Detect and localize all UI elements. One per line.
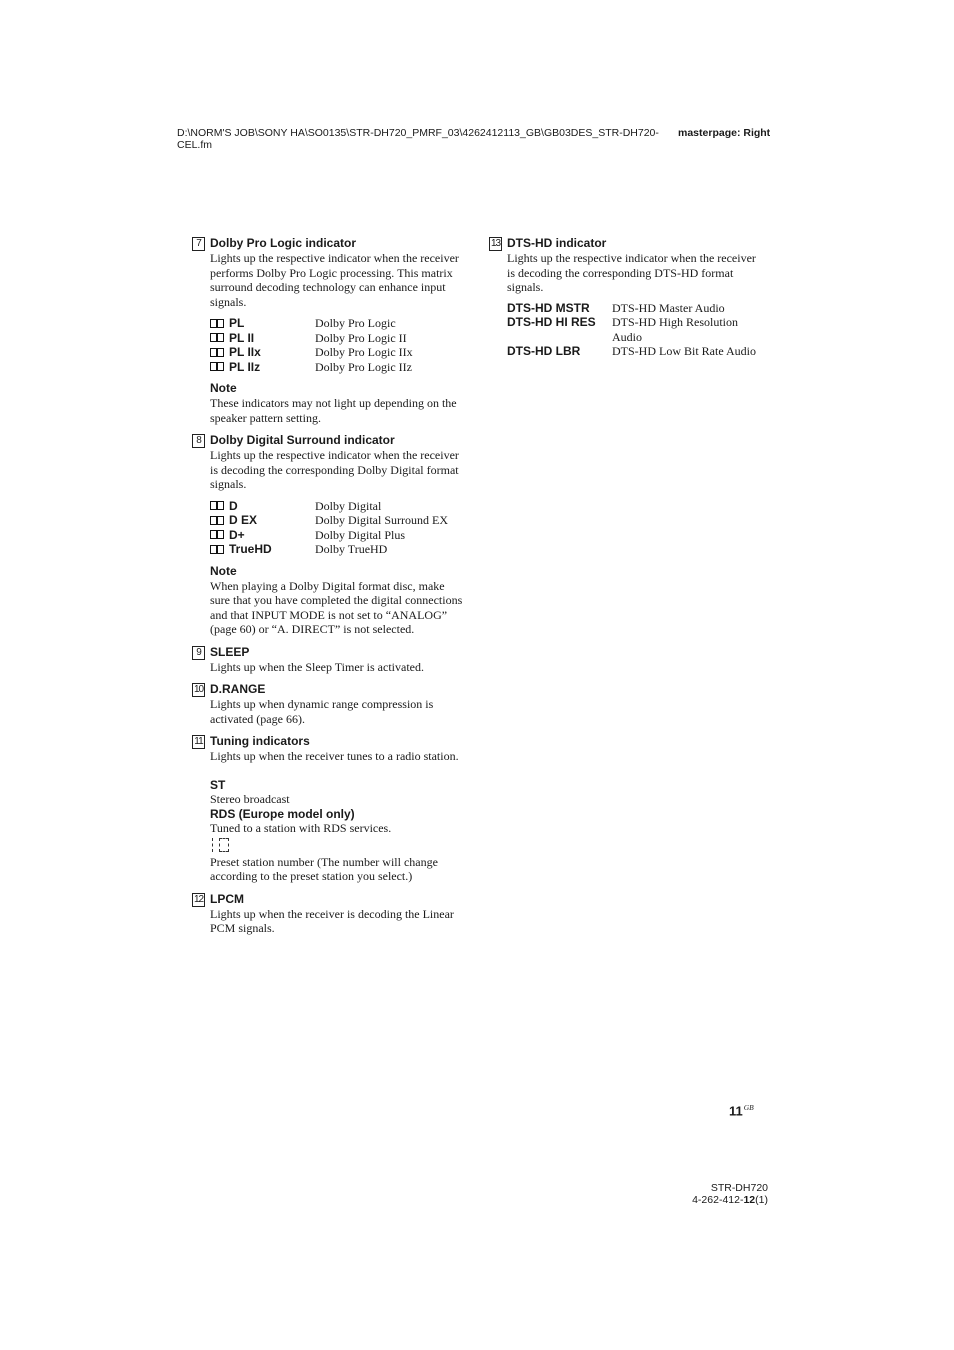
dolby-double-d-icon bbox=[210, 530, 224, 539]
section-body: Lights up the respective indicator when the receiver is decoding the corresponding DTS-HD format signals. bbox=[507, 251, 756, 294]
section-d-range bbox=[192, 682, 467, 726]
section-title: SLEEP bbox=[210, 644, 250, 659]
st-text: Stereo broadcast bbox=[210, 792, 290, 806]
section-title: LPCM bbox=[210, 891, 244, 906]
dolby-double-d-icon bbox=[210, 333, 224, 342]
indicator-value: Dolby Digital bbox=[315, 498, 382, 513]
section-number: 10 bbox=[193, 684, 204, 695]
footer-code: 4-262-412-12(1) bbox=[692, 1194, 768, 1206]
indicator-key: D+ bbox=[210, 528, 315, 543]
indicator-key: D EX bbox=[210, 513, 315, 528]
dolby-double-d-icon bbox=[210, 362, 224, 371]
dolby-double-d-icon bbox=[210, 501, 224, 510]
section-body: Lights up when the receiver is decoding the Linear PCM signals. bbox=[210, 906, 454, 935]
indicator-key: DTS-HD HI RES bbox=[507, 315, 596, 329]
page-number: $11^{GB}$ bbox=[729, 1103, 754, 1119]
section-body: Lights up the respective indicator when the receiver is decoding the corresponding Dolby Digital format signals. bbox=[210, 448, 459, 491]
indicator-value: Dolby Pro Logic bbox=[315, 316, 396, 330]
indicator-value: DTS-HD Low Bit Rate Audio bbox=[612, 344, 756, 358]
preset-segment-display-icon bbox=[212, 838, 467, 852]
indicator-value: Dolby Digital Surround EX bbox=[315, 513, 448, 527]
section-title: Dolby Pro Logic indicator bbox=[210, 236, 357, 250]
indicator-key: TrueHD bbox=[210, 542, 315, 557]
section-title: Dolby Digital Surround indicator bbox=[210, 433, 395, 447]
footer-model-code bbox=[686, 1182, 768, 1206]
indicator-value: Dolby TrueHD bbox=[315, 542, 388, 556]
section-number: 9 bbox=[192, 646, 205, 660]
st-heading: ST bbox=[210, 777, 226, 792]
section-body: Lights up when the receiver tunes to a radio station. bbox=[210, 749, 459, 763]
section-number: 12 bbox=[193, 893, 204, 905]
section-title: D.RANGE bbox=[210, 682, 266, 696]
indicator-key: PL bbox=[210, 316, 315, 331]
indicator-value: Dolby Pro Logic IIx bbox=[315, 345, 413, 359]
section-body: Lights up when the Sleep Timer is activated. bbox=[210, 659, 424, 674]
indicator-key: DTS-HD MSTR bbox=[507, 300, 590, 315]
right-column bbox=[489, 236, 764, 367]
note-text: These indicators may not light up depending on the speaker pattern setting. bbox=[210, 396, 457, 425]
left-column bbox=[192, 236, 467, 944]
preset-text: Preset station number (The number will change according to the preset station you select.) bbox=[210, 854, 438, 883]
indicator-key: PL II bbox=[210, 331, 315, 346]
section-body: Lights up the respective indicator when the receiver performs Dolby Pro Logic processing. This matrix surround decoding technology can enhance input signals. bbox=[210, 251, 459, 309]
section-dolby-pro-logic bbox=[192, 236, 467, 425]
section-body: Lights up when dynamic range compression is activated (page 66). bbox=[210, 697, 434, 726]
dolby-double-d-icon bbox=[210, 545, 224, 554]
indicator-value: Dolby Pro Logic IIz bbox=[315, 359, 412, 374]
indicator-key: PL IIz bbox=[210, 360, 315, 375]
section-number: 11 bbox=[192, 735, 205, 749]
section-title: DTS-HD indicator bbox=[507, 236, 607, 250]
section-title: Tuning indicators bbox=[210, 734, 310, 748]
indicator-value: Dolby Pro Logic II bbox=[315, 330, 407, 345]
indicator-key: D bbox=[210, 499, 315, 514]
footer-model: STR-DH720 bbox=[710, 1182, 768, 1194]
section-dolby-digital bbox=[192, 433, 467, 637]
indicator-value: DTS-HD Master Audio bbox=[612, 300, 725, 315]
rds-text: Tuned to a station with RDS services. bbox=[210, 821, 392, 835]
section-dts-hd bbox=[489, 236, 764, 359]
dolby-double-d-icon bbox=[210, 348, 224, 357]
note-text: When playing a Dolby Digital format disc, make sure that you have completed the digital connections and that INPUT MODE is not set to “ANALOG” (page 60) or “A. DIRECT” is not selected. bbox=[210, 578, 463, 636]
masterpage-label: masterpage: Right bbox=[678, 127, 771, 139]
section-sleep bbox=[192, 645, 467, 675]
indicator-key: DTS-HD LBR bbox=[507, 344, 581, 358]
section-tuning bbox=[192, 734, 467, 884]
section-number: 8 bbox=[192, 434, 205, 448]
dolby-double-d-icon bbox=[210, 516, 224, 525]
section-number: 7 bbox=[192, 237, 205, 251]
note-heading: Note bbox=[210, 563, 237, 578]
page-suffix: GB bbox=[743, 1103, 754, 1112]
indicator-value: Dolby Digital Plus bbox=[315, 527, 406, 542]
rds-heading: RDS (Europe model only) bbox=[210, 806, 355, 821]
indicator-key: PL IIx bbox=[210, 345, 315, 360]
dolby-double-d-icon bbox=[210, 319, 224, 328]
file-path-header: D:\NORM'S JOB\SONY HA\SO0135\STR-DH720_PMRF_03\4262412113_GB\GB03DES_STR-DH720-CEL.fm bbox=[177, 127, 659, 151]
indicator-table bbox=[507, 301, 764, 359]
note-heading: Note bbox=[210, 381, 237, 395]
indicator-table bbox=[210, 316, 467, 374]
section-number: 13 bbox=[490, 238, 501, 249]
section-lpcm bbox=[192, 892, 467, 936]
indicator-table bbox=[210, 499, 467, 557]
indicator-value: DTS-HD High Resolution Audio bbox=[612, 315, 738, 344]
